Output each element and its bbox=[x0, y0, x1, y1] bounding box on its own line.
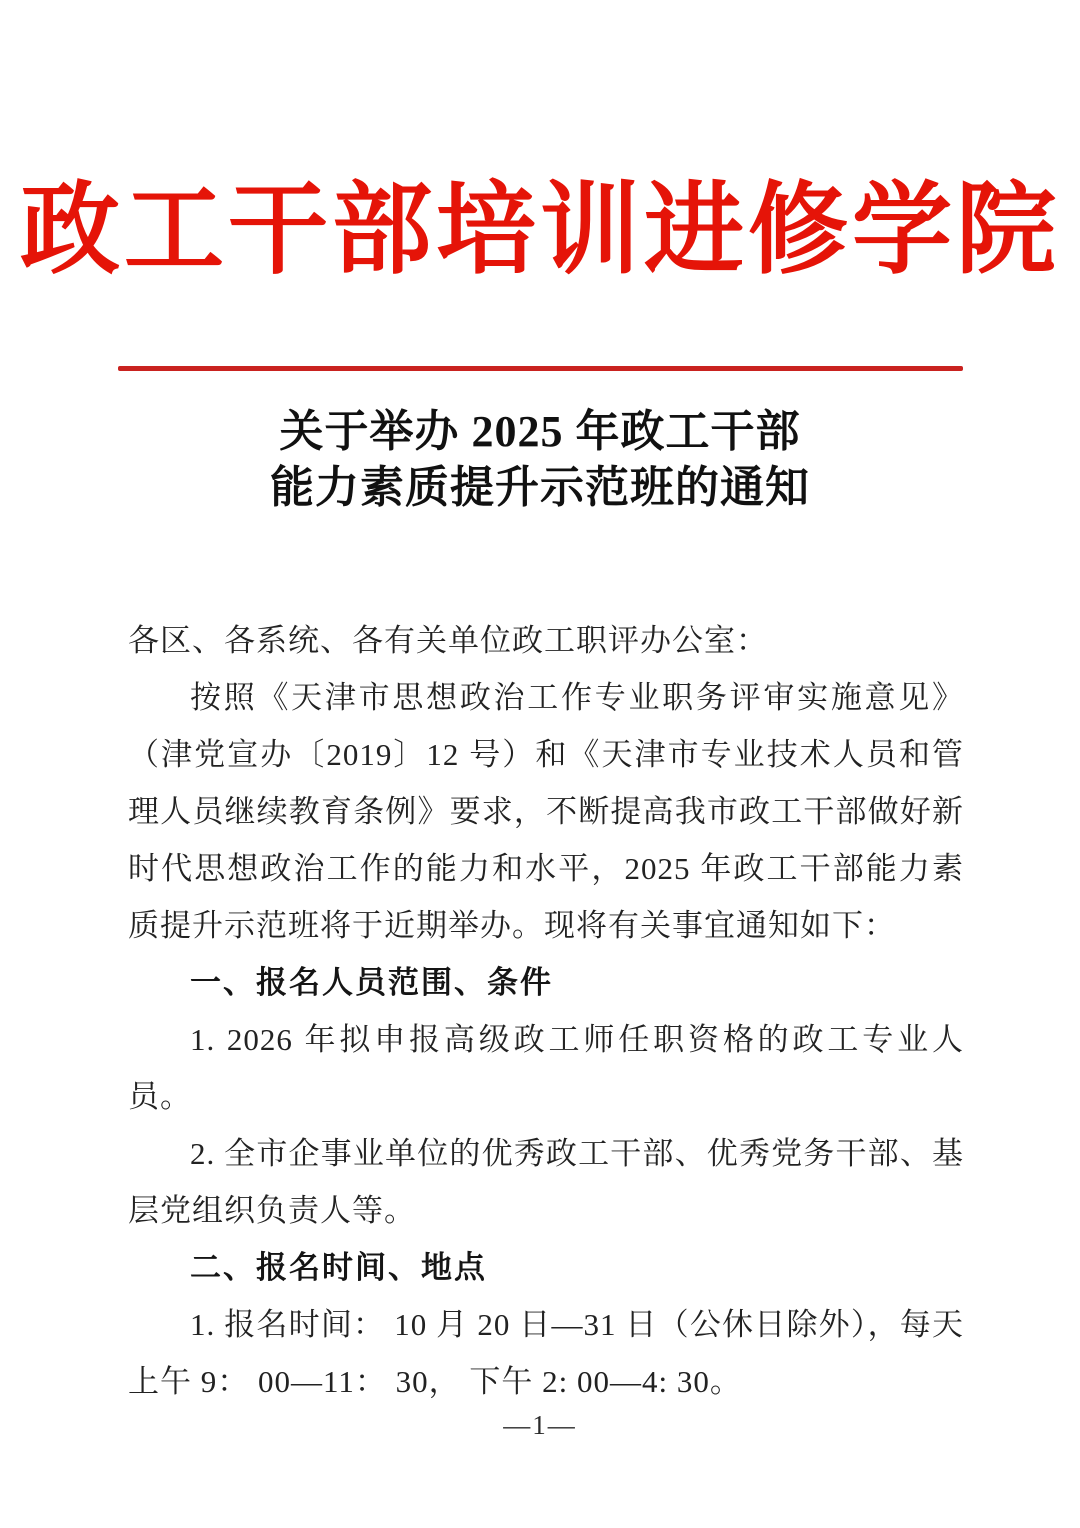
section-heading-2: 二、报名时间、地点 bbox=[190, 1250, 487, 1285]
intro-paragraph: 按照《天津市思想政治工作专业职务评审实施意见》（津党宣办〔2019〕12 号）和《天津市专业技术人员和管理人员继续教育条例》要求，不断提高我市政工干部做好新时代思想政治工作的能力和水平，2025 年政工干部能力素质提升示范班将于近期举办。现将有关事宜通知如下： bbox=[128, 680, 964, 943]
notice-body bbox=[128, 612, 964, 1410]
document-title-line-2: 能力素质提升示范班的通知 bbox=[270, 463, 810, 512]
institute-masthead-title: 政工干部培训进修学院 bbox=[20, 170, 1060, 288]
section-1-item-1: 1. 2026 年拟申报高级政工师任职资格的政工专业人员。 bbox=[128, 1022, 964, 1114]
section-heading-1: 一、报名人员范围、条件 bbox=[190, 965, 553, 1000]
masthead-divider-rule bbox=[118, 366, 963, 371]
document-title-line-1: 关于举办 2025 年政工干部 bbox=[279, 407, 801, 456]
document-title bbox=[0, 404, 1080, 516]
page-number: —1— bbox=[503, 1410, 577, 1440]
section-2-item-1: 1. 报名时间： 10 月 20 日—31 日（公休日除外），每天上午 9： 00—11： 30， 下午 2: 00—4: 30。 bbox=[128, 1307, 964, 1399]
salutation-line: 各区、各系统、各有关单位政工职评办公室： bbox=[128, 623, 768, 658]
section-1-item-2: 2. 全市企事业单位的优秀政工干部、优秀党务干部、基层党组织负责人等。 bbox=[128, 1136, 964, 1228]
